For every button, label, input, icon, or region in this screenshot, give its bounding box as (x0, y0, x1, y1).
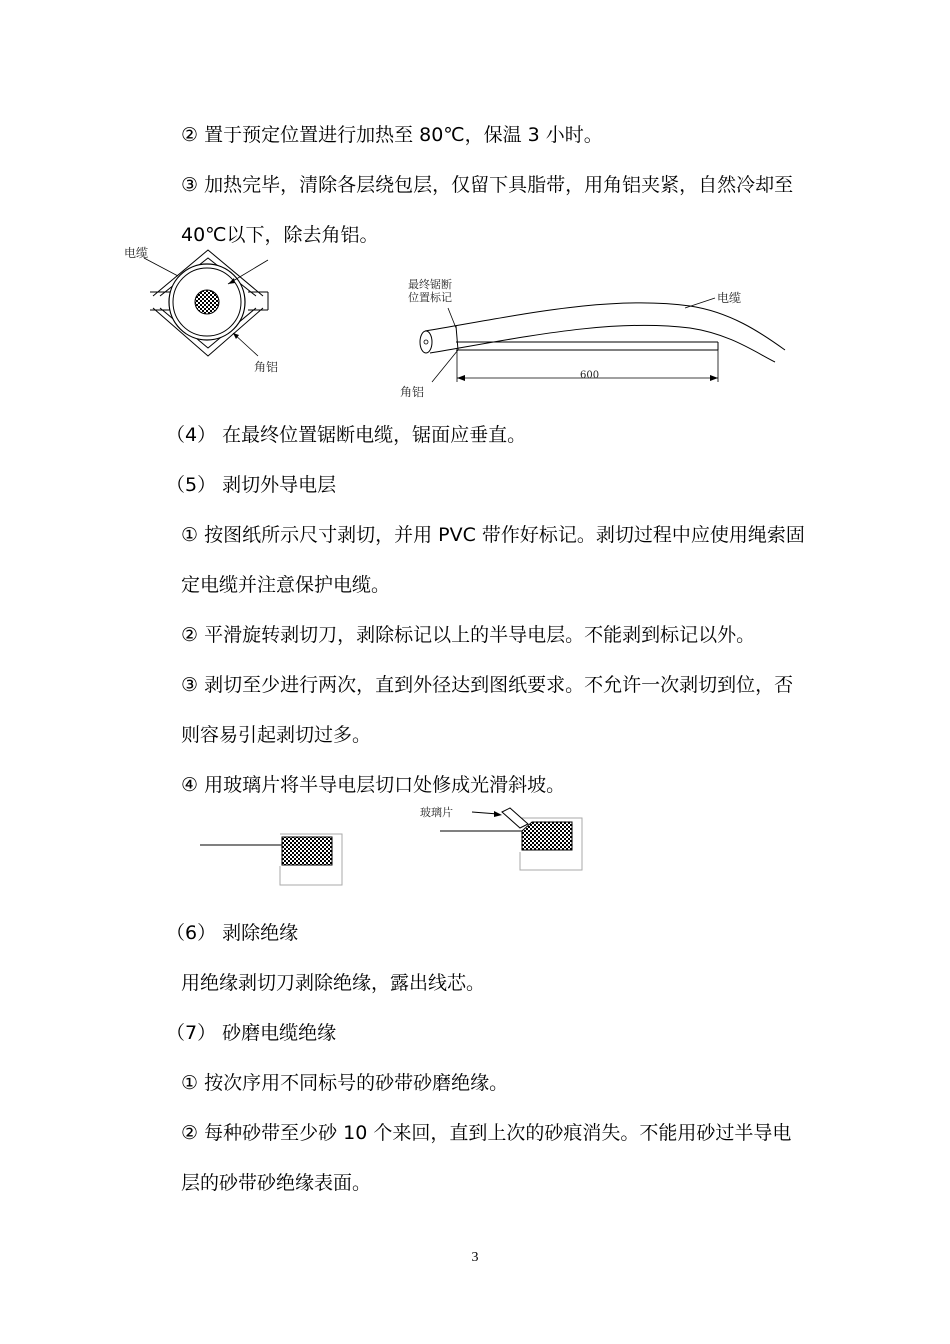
semiconductive-cut-before-figure (198, 830, 358, 890)
text-line-2: ③ 加热完毕，清除各层绕包层，仅留下具脂带，用角铝夹紧，自然冷却至 (181, 174, 794, 196)
cable-label-fig2: 电缆 (717, 291, 742, 305)
text-line-5: （5） 剥切外导电层 (166, 474, 337, 496)
text-line-3: 40℃以下，除去角铝。 (181, 224, 379, 246)
page-number: 3 (471, 1250, 479, 1265)
angle-aluminum-label-fig1: 角铝 (254, 360, 279, 374)
text-line-16: ② 每种砂带至少砂 10 个来回，直到上次的砂痕消失。不能用砂过半导电 (181, 1122, 792, 1144)
text-line-13: 用绝缘剥切刀剥除绝缘，露出线芯。 (181, 972, 486, 994)
text-line-7: 定电缆并注意保护电缆。 (181, 574, 391, 596)
text-line-11: ④ 用玻璃片将半导电层切口处修成光滑斜坡。 (181, 774, 566, 796)
text-line-9: ③ 剥切至少进行两次，直到外径达到图纸要求。不允许一次剥切到位，否 (181, 674, 794, 696)
text-line-1: ② 置于预定位置进行加热至 80℃，保温 3 小时。 (181, 124, 603, 146)
dimension-600-label: 600 (580, 370, 600, 381)
text-line-8: ② 平滑旋转剥切刀，剥除标记以上的半导电层。不能剥到标记以外。 (181, 624, 756, 646)
final-cut-mark-label-line1: 最终锯断 (408, 278, 452, 291)
text-line-4: （4） 在最终位置锯断电缆，锯面应垂直。 (166, 424, 527, 446)
final-cut-mark-label-line2: 位置标记 (408, 291, 452, 304)
text-line-14: （7） 砂磨电缆绝缘 (166, 1022, 337, 1044)
text-line-10: 则容易引起剥切过多。 (181, 724, 372, 746)
text-line-15: ① 按次序用不同标号的砂带砂磨绝缘。 (181, 1072, 509, 1094)
glass-piece-label: 玻璃片 (420, 806, 453, 819)
text-line-17: 层的砂带砂绝缘表面。 (181, 1172, 372, 1194)
text-line-6: ① 按图纸所示尺寸剥切，并用 PVC 带作好标记。剥切过程中应使用绳索固 (181, 524, 805, 546)
text-line-12: （6） 剥除绝缘 (166, 922, 299, 944)
cable-label-fig1: 电缆 (124, 246, 149, 260)
angle-aluminum-label-fig2: 角铝 (400, 385, 425, 399)
